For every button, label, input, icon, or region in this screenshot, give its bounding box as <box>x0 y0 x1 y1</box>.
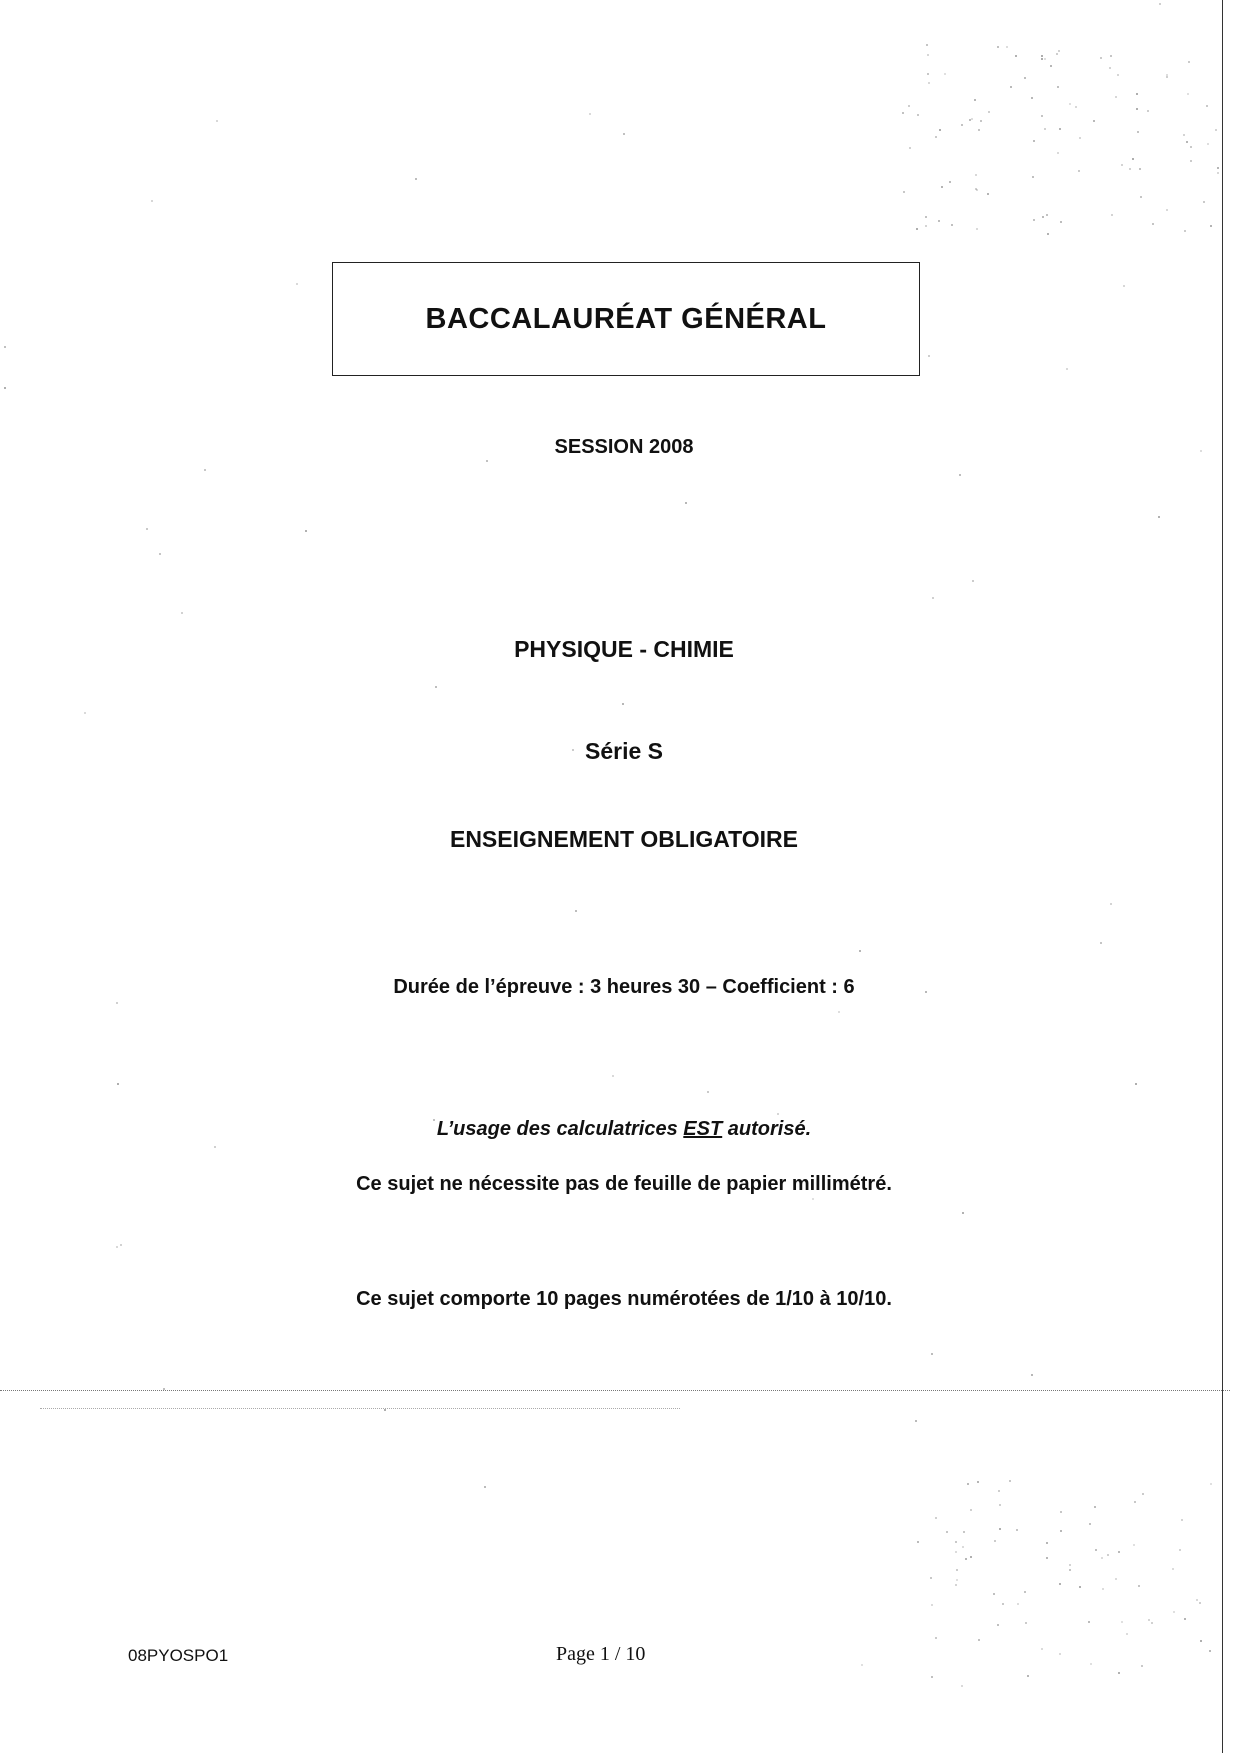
page-count-notice: Ce sujet comporte 10 pages numérotées de 1/10 à 10/10. <box>356 1288 892 1310</box>
scan-speck <box>151 200 153 202</box>
subject-title: PHYSIQUE - CHIMIE <box>514 636 734 662</box>
scan-speck <box>941 186 943 188</box>
scan-speck <box>1088 1621 1090 1623</box>
scan-speck <box>1006 46 1008 48</box>
scan-speck <box>1117 74 1119 76</box>
scan-speck <box>1060 221 1062 223</box>
scan-speck <box>908 105 910 107</box>
scan-speck <box>1059 128 1061 130</box>
scan-speck <box>1179 1549 1181 1551</box>
scan-speck <box>146 528 148 530</box>
scan-speck <box>1050 65 1052 67</box>
scan-speck <box>949 181 951 183</box>
scan-speck <box>1210 225 1212 227</box>
scan-speck <box>1032 176 1034 178</box>
calculator-notice-emphasis: EST <box>683 1118 723 1140</box>
scan-speck <box>1107 1554 1109 1556</box>
scan-speck <box>1187 93 1189 95</box>
scan-speck <box>1109 67 1111 69</box>
scan-speck <box>1066 368 1068 370</box>
scan-speck <box>1046 1542 1048 1544</box>
scan-speck <box>117 1083 119 1085</box>
scan-speck <box>1057 86 1059 88</box>
scan-speck <box>204 469 206 471</box>
scan-speck <box>1046 214 1048 216</box>
scan-speck <box>1057 152 1059 154</box>
scan-speck <box>1046 1557 1048 1559</box>
scan-speck <box>838 1011 840 1013</box>
scan-speck <box>1024 1591 1026 1593</box>
scan-speck <box>956 1579 958 1581</box>
scan-speck <box>1184 230 1186 232</box>
scan-speck <box>1041 1648 1043 1650</box>
scan-speck <box>931 1353 933 1355</box>
scan-speck <box>1184 1618 1186 1620</box>
scan-speck <box>1041 58 1043 60</box>
scan-page-edge <box>1222 0 1223 1753</box>
serie-label: Série S <box>585 738 663 764</box>
scan-speck <box>977 1481 979 1483</box>
scan-speck <box>1135 1083 1137 1085</box>
scan-speck <box>955 1541 957 1543</box>
scan-speck <box>1094 1506 1096 1508</box>
scan-speck <box>1078 170 1080 172</box>
scan-speck <box>1118 1551 1120 1553</box>
scan-speck <box>1200 450 1202 452</box>
scan-speck <box>1102 1588 1104 1590</box>
scan-speck <box>961 1685 963 1687</box>
scan-speck <box>685 502 687 504</box>
footer-code: 08PYOSPO1 <box>128 1646 229 1665</box>
scan-speck <box>917 1541 919 1543</box>
scan-speck <box>1132 158 1134 160</box>
scan-speck <box>1033 219 1035 221</box>
scan-speck <box>1044 58 1046 60</box>
scan-speck <box>1134 1501 1136 1503</box>
scan-speck <box>959 474 961 476</box>
scan-speck <box>1069 103 1071 105</box>
scan-speck <box>1217 167 1219 169</box>
scan-speck <box>116 1246 118 1248</box>
scan-speck <box>1151 1622 1153 1624</box>
scan-speck <box>1199 1602 1201 1604</box>
scan-speck <box>1115 96 1117 98</box>
scan-speck <box>1059 1653 1061 1655</box>
scan-speck <box>305 530 307 532</box>
scan-speck <box>1141 1665 1143 1667</box>
scan-speck <box>181 612 183 614</box>
scan-speck <box>932 597 934 599</box>
scan-speck <box>976 228 978 230</box>
scan-speck <box>961 124 963 126</box>
scan-speck <box>946 1531 948 1533</box>
enseignement-label: ENSEIGNEMENT OBLIGATOIRE <box>449 826 798 852</box>
scan-speck <box>1137 131 1139 133</box>
scan-speck <box>972 580 974 582</box>
scan-speck <box>1069 1564 1071 1566</box>
scan-speck <box>777 1113 779 1115</box>
scan-speck <box>575 910 577 912</box>
scan-speck <box>622 703 624 705</box>
scan-speck <box>993 1593 995 1595</box>
scan-speck <box>962 1212 964 1214</box>
scan-speck <box>1200 1640 1202 1642</box>
scan-speck <box>931 1604 933 1606</box>
scan-speck <box>84 712 86 714</box>
scan-speck <box>1110 903 1112 905</box>
scan-speck <box>1042 216 1044 218</box>
scan-speck <box>944 73 946 75</box>
scan-speck <box>1111 214 1113 216</box>
scan-speck <box>925 216 927 218</box>
scan-speck <box>980 120 982 122</box>
scan-speck <box>1015 55 1017 57</box>
scan-speck <box>1002 1603 1004 1605</box>
scan-speck <box>925 225 927 227</box>
scan-speck <box>928 82 930 84</box>
scan-speck <box>1044 128 1046 130</box>
scan-speck <box>433 1119 435 1121</box>
scan-speck <box>859 950 861 952</box>
scan-speck <box>956 1569 958 1571</box>
duration-coefficient: Durée de l’épreuve : 3 heures 30 – Coefficient : 6 <box>393 976 855 998</box>
scan-speck <box>1136 108 1138 110</box>
scan-speck <box>1031 97 1033 99</box>
scan-speck <box>4 387 6 389</box>
scan-speck <box>486 460 488 462</box>
scan-speck <box>1095 1549 1097 1551</box>
scan-speck <box>1166 209 1168 211</box>
scan-speck <box>623 133 625 135</box>
scan-speck <box>978 129 980 131</box>
scan-speck <box>1100 942 1102 944</box>
scan-speck <box>1181 1519 1183 1521</box>
footer-page-number: Page 1 / 10 <box>556 1643 646 1665</box>
scan-speck <box>1093 120 1095 122</box>
scan-speck <box>1041 55 1043 57</box>
scan-speck <box>935 1517 937 1519</box>
scan-speck <box>1139 168 1141 170</box>
scan-speck <box>1060 1511 1062 1513</box>
scan-speck <box>930 1577 932 1579</box>
scan-speck <box>861 1664 863 1666</box>
scan-speck <box>1190 160 1192 162</box>
scan-speck <box>939 129 941 131</box>
scan-speck <box>955 1551 957 1553</box>
scan-speck <box>435 686 437 688</box>
scan-speck <box>4 346 6 348</box>
scan-speck <box>931 1676 933 1678</box>
scan-speck <box>1215 129 1217 131</box>
scan-speck <box>1129 168 1131 170</box>
scan-speck <box>1016 1529 1018 1531</box>
scan-speck <box>216 120 218 122</box>
scan-speck <box>612 1075 614 1077</box>
scan-speck <box>1152 223 1154 225</box>
scan-speck <box>970 1556 972 1558</box>
scan-speck <box>903 191 905 193</box>
scan-speck <box>1133 1544 1135 1546</box>
scan-speck <box>1031 1374 1033 1376</box>
scan-speck <box>1058 50 1060 52</box>
scan-speck <box>1148 1619 1150 1621</box>
scan-speck <box>116 1002 118 1004</box>
scan-speck <box>999 1504 1001 1506</box>
scan-speck <box>987 193 989 195</box>
scan-speck <box>1033 140 1035 142</box>
scan-speck <box>988 111 990 113</box>
scan-speck <box>1101 1557 1103 1559</box>
title-box <box>332 262 920 376</box>
scan-speck <box>1166 76 1168 78</box>
scan-speck <box>1123 285 1125 287</box>
scan-speck <box>1075 106 1077 108</box>
scan-speck <box>1203 201 1205 203</box>
scan-speck <box>997 1624 999 1626</box>
scan-speck <box>1069 1569 1071 1571</box>
scan-speck <box>812 1198 814 1200</box>
exam-title: BACCALAURÉAT GÉNÉRAL <box>425 302 827 335</box>
scan-speck <box>955 1584 957 1586</box>
scan-speck <box>1027 1675 1029 1677</box>
scan-speck <box>120 1244 122 1246</box>
scan-speck <box>1210 1483 1212 1485</box>
scan-speck <box>1138 1585 1140 1587</box>
scan-speck <box>917 114 919 116</box>
scan-speck <box>1047 233 1049 235</box>
scan-speck <box>214 1146 216 1148</box>
scan-speck <box>935 136 937 138</box>
calculator-notice-prefix: L’usage des calculatrices <box>436 1118 684 1140</box>
scan-speck <box>707 1091 709 1093</box>
scan-speck <box>997 46 999 48</box>
scan-speck <box>1172 1568 1174 1570</box>
scan-speck <box>1186 141 1188 143</box>
scan-speck <box>999 1528 1001 1530</box>
scan-speck <box>1196 1599 1198 1601</box>
scan-speck <box>484 1486 486 1488</box>
scan-speck <box>1115 1578 1117 1580</box>
scan-speck <box>909 147 911 149</box>
scan-speck <box>1010 86 1012 88</box>
scan-speck <box>978 1639 980 1641</box>
scan-speck <box>965 1558 967 1560</box>
scan-speck <box>1118 1672 1120 1674</box>
scan-speck <box>1017 1603 1019 1605</box>
scan-speck <box>159 553 161 555</box>
scan-speck <box>902 112 904 114</box>
scan-speck <box>1025 1622 1027 1624</box>
scan-speck <box>938 220 940 222</box>
scan-dotted-rule <box>0 1390 1230 1391</box>
scan-speck <box>1009 1480 1011 1482</box>
scan-speck <box>1158 516 1160 518</box>
scan-speck <box>1100 57 1102 59</box>
scan-speck <box>927 73 929 75</box>
scan-speck <box>1136 93 1138 95</box>
scan-speck <box>1110 55 1112 57</box>
scan-speck <box>975 174 977 176</box>
scan-speck <box>951 224 953 226</box>
scan-speck <box>1079 137 1081 139</box>
scan-speck <box>1188 61 1190 63</box>
scan-speck <box>998 1490 1000 1492</box>
scan-speck <box>589 113 591 115</box>
scan-speck <box>1090 1663 1092 1665</box>
scan-speck <box>1121 164 1123 166</box>
scan-speck <box>1190 146 1192 148</box>
scan-speck <box>915 1420 917 1422</box>
scan-speck <box>1142 1493 1144 1495</box>
scan-speck <box>296 283 298 285</box>
scan-speck <box>1041 115 1043 117</box>
scan-speck <box>1147 110 1149 112</box>
scan-speck <box>967 1483 969 1485</box>
scan-speck <box>935 1637 937 1639</box>
scan-speck <box>1089 1523 1091 1525</box>
scan-speck <box>1209 1650 1211 1652</box>
scan-speck <box>971 118 973 120</box>
graph-paper-notice: Ce sujet ne nécessite pas de feuille de papier millimétré. <box>356 1173 892 1195</box>
scan-speck <box>415 178 417 180</box>
scan-speck <box>974 99 976 101</box>
calculator-notice-suffix: autorisé. <box>722 1118 812 1140</box>
scan-speck <box>1183 134 1185 136</box>
scan-speck <box>1206 105 1208 107</box>
session-label: SESSION 2008 <box>554 436 694 458</box>
scan-speck <box>928 355 930 357</box>
scan-speck <box>1059 1583 1061 1585</box>
scan-dotted-rule-secondary <box>40 1408 680 1409</box>
scan-speck <box>962 1546 964 1548</box>
scan-speck <box>926 44 928 46</box>
scan-speck <box>1217 172 1219 174</box>
scan-speck <box>1140 196 1142 198</box>
scan-speck <box>1173 1611 1175 1613</box>
scan-speck <box>1024 77 1026 79</box>
scan-speck <box>916 228 918 230</box>
scan-speck <box>927 54 929 56</box>
scan-speck <box>1121 1621 1123 1623</box>
scan-speck <box>1207 143 1209 145</box>
calculator-notice <box>0 1118 1248 1141</box>
scan-speck <box>1126 1633 1128 1635</box>
scan-speck <box>963 1531 965 1533</box>
scan-speck <box>1060 1530 1062 1532</box>
scan-speck <box>1159 3 1161 5</box>
scan-speck <box>1056 53 1058 55</box>
scan-speck <box>384 1409 386 1411</box>
scan-speck <box>975 188 977 190</box>
scan-speck <box>970 1509 972 1511</box>
scan-speck <box>1079 1586 1081 1588</box>
scan-speck <box>994 1540 996 1542</box>
